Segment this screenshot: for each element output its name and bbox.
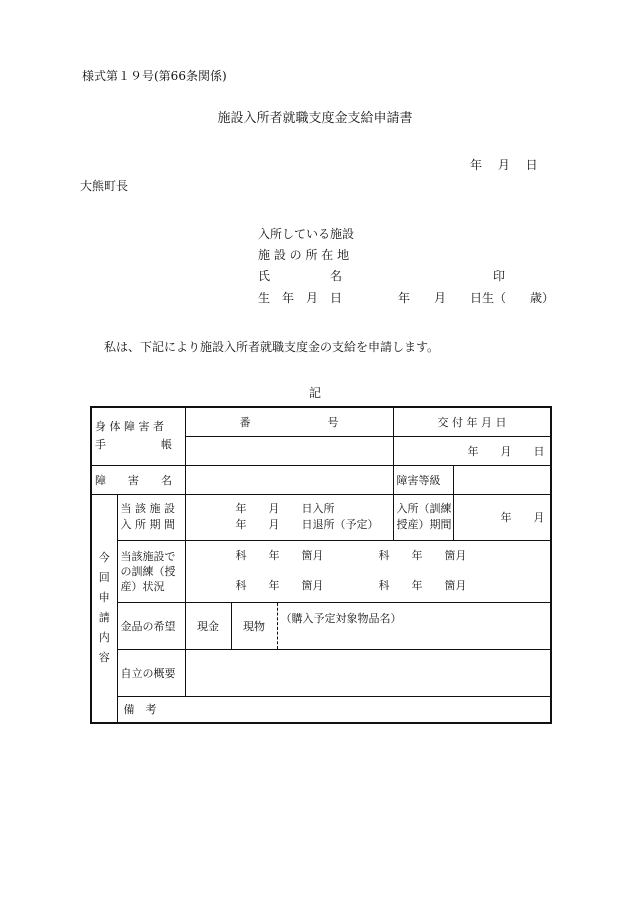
disability-grade-field[interactable] [453, 465, 551, 494]
issue-date-header: 交 付 年 月 日 [393, 407, 551, 436]
entry-date: 年 月 日入所 [235, 502, 335, 515]
disability-row [91, 465, 551, 494]
form-number: 様式第１９号(第66条関係) [82, 69, 227, 83]
address-label: 施 設 の 所 在 地 [258, 248, 350, 262]
training-period-label: 入所（訓練 授産）期間 [393, 494, 453, 540]
independence-row [91, 649, 551, 696]
remarks-row [91, 696, 551, 723]
disability-name-field[interactable] [185, 465, 393, 494]
birth-value: 年 月 日生（ 歳） [398, 291, 555, 305]
handbook-label-cell [91, 407, 185, 465]
recipient: 大熊町長 [80, 179, 129, 193]
handbook-row-1 [91, 407, 551, 436]
independence-label: 自立の概要 [117, 649, 185, 696]
current-application-label: 今 回 申 請 内 容 [91, 494, 117, 723]
training-status-row [91, 540, 551, 602]
goods-option[interactable]: 現物 [231, 602, 277, 649]
seal-mark: 印 [493, 269, 506, 283]
training-row-2: 科 年 箇月 科 年 箇月 [235, 579, 467, 592]
disability-grade-label: 障害等級 [393, 465, 453, 494]
remarks-label[interactable]: 備 考 [117, 696, 551, 723]
facility-period-row [91, 494, 551, 540]
goods-wish-label: 金品の希望 [117, 602, 185, 649]
facility-period-field[interactable] [185, 494, 393, 540]
disability-name-label: 障 害 名 [91, 465, 185, 494]
name-label: 氏 名 [258, 269, 343, 283]
ki-mark: 記 [308, 386, 321, 400]
application-table [90, 406, 552, 724]
handbook-number-field[interactable] [185, 436, 393, 465]
training-status-field[interactable] [185, 540, 551, 602]
application-date: 年 月 日 [470, 158, 538, 172]
issue-date-field[interactable]: 年 月 日 [393, 436, 551, 465]
statement: 私は、下記により施設入所者就職支度金の支給を申請します。 [104, 340, 440, 354]
number-header: 番 号 [185, 407, 393, 436]
facility-label: 入所している施設 [258, 227, 355, 241]
handbook-label-1: 身 体 障 害 者 [95, 420, 164, 434]
facility-period-label: 当 該 施 設 入 所 期 間 [117, 494, 185, 540]
form-title: 施設入所者就職支度金支給申請書 [217, 111, 413, 126]
birth-label: 生 年 月 日 [258, 291, 343, 305]
handbook-label-2: 手 帳 [95, 438, 172, 452]
goods-wish-row [91, 602, 551, 649]
training-status-label: 当該施設で の訓練（授 産）状況 [117, 540, 185, 602]
cash-option[interactable]: 現金 [185, 602, 231, 649]
goods-planned-field[interactable]: （購入予定対象物品名） [277, 602, 551, 649]
exit-date: 年 月 日退所（予定） [235, 518, 379, 531]
independence-field[interactable] [185, 649, 551, 696]
training-row-1: 科 年 箇月 科 年 箇月 [235, 549, 467, 562]
training-period-field[interactable]: 年 月 [453, 494, 551, 540]
